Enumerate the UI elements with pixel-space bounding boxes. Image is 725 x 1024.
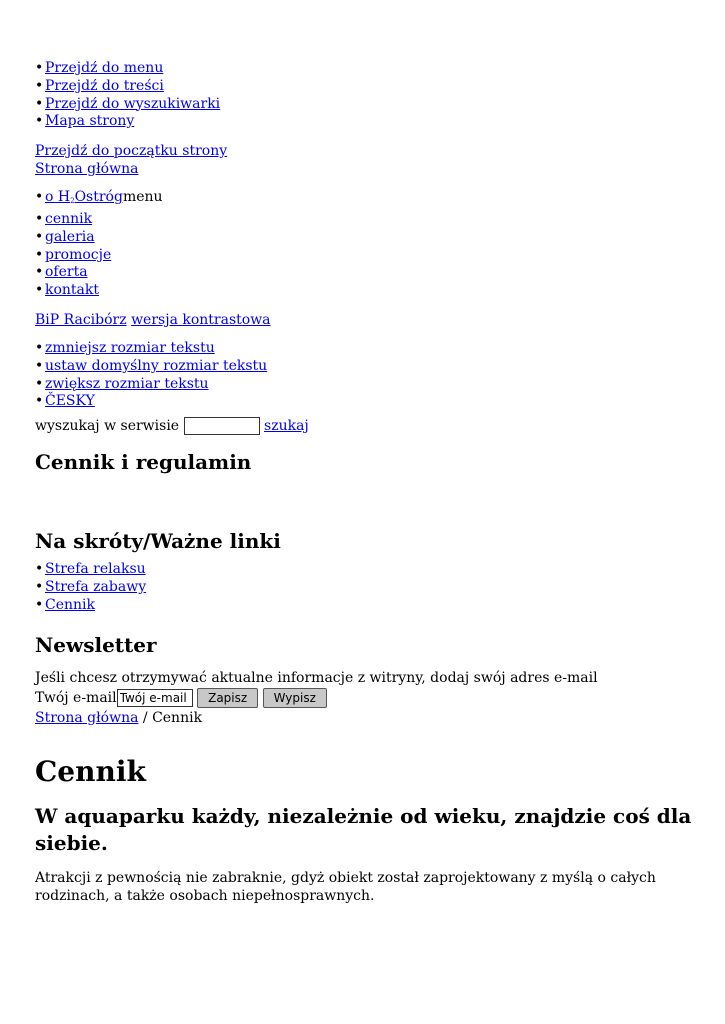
breadcrumb-separator: / — [138, 709, 153, 726]
email-field[interactable] — [117, 689, 193, 707]
about-link-sub: 2 — [70, 197, 75, 206]
newsletter-description: Jeśli chcesz otrzymywać aktualne informacje z witryny, dodaj swój adres e-mail — [35, 669, 598, 686]
decrease-text-link[interactable]: zmniejsz rozmiar tekstu — [45, 339, 215, 356]
menu-item-oferta — [35, 264, 695, 282]
contrast-version-link[interactable]: wersja kontrastowa — [131, 311, 271, 328]
sitemap-link[interactable]: Mapa strony — [45, 113, 135, 130]
skip-link-item — [35, 78, 695, 96]
menu-item-about — [35, 189, 695, 211]
skip-links — [35, 60, 695, 131]
accessibility-item — [35, 376, 695, 394]
menu-item-cennik — [35, 211, 695, 229]
menu-item-galeria — [35, 229, 695, 247]
newsletter-title: Newsletter — [35, 632, 157, 657]
accessibility-item — [35, 358, 695, 376]
back-to-top-link[interactable]: Przejdź do początku strony — [35, 143, 228, 160]
skip-to-content-link[interactable]: Przejdź do treści — [45, 77, 164, 94]
shortcuts-list — [35, 561, 695, 614]
search-form — [35, 415, 695, 437]
menu-link-promocje[interactable]: promocje — [45, 246, 112, 263]
increase-text-link[interactable]: zwiększ rozmiar tekstu — [45, 375, 209, 392]
menu-link-cennik[interactable]: cennik — [45, 210, 93, 227]
section-title-cennik-regulamin: Cennik i regulamin — [35, 450, 252, 475]
menu-label: menu — [122, 189, 163, 206]
accessibility-item — [35, 393, 695, 411]
shortcut-item — [35, 561, 695, 579]
breadcrumb-current: Cennik — [152, 709, 203, 726]
skip-link-item — [35, 113, 695, 131]
skip-link-item — [35, 60, 695, 78]
home-link[interactable]: Strona główna — [35, 161, 139, 178]
search-button[interactable]: szukaj — [264, 418, 309, 435]
skip-to-search-link[interactable]: Przejdź do wyszukiwarki — [45, 95, 221, 112]
newsletter-form — [35, 687, 695, 709]
accessibility-links — [35, 340, 695, 411]
default-text-link[interactable]: ustaw domyślny rozmiar tekstu — [45, 357, 268, 374]
menu-item-kontakt — [35, 282, 695, 300]
shortcut-relax-link[interactable]: Strefa relaksu — [45, 561, 146, 578]
about-link[interactable] — [45, 189, 123, 205]
skip-to-menu-link[interactable]: Przejdź do menu — [45, 60, 164, 76]
shortcut-item — [35, 597, 695, 615]
about-link-suffix: Ostróg — [74, 189, 123, 206]
menu-link-galeria[interactable]: galeria — [45, 228, 95, 245]
breadcrumb-home-link[interactable]: Strona główna — [35, 709, 139, 726]
shortcuts-title: Na skróty/Ważne linki — [35, 529, 281, 554]
subscribe-button[interactable]: Zapisz — [197, 688, 258, 708]
accessibility-item — [35, 340, 695, 358]
menu-link-kontakt[interactable]: kontakt — [45, 282, 100, 299]
search-input[interactable] — [184, 417, 260, 435]
email-label: Twój e-mail — [35, 689, 117, 706]
shortcut-item — [35, 579, 695, 597]
breadcrumb — [35, 709, 695, 727]
menu-item-promocje — [35, 247, 695, 265]
menu-link-oferta[interactable]: oferta — [45, 264, 88, 281]
bip-link[interactable]: BiP Racibórz — [35, 311, 127, 328]
main-menu — [35, 189, 695, 300]
page-subtitle: W aquaparku każdy, niezależnie od wieku, znajdzie coś dla siebie. — [35, 803, 692, 855]
page-content — [35, 60, 695, 905]
shortcut-fun-link[interactable]: Strefa zabawy — [45, 578, 147, 595]
unsubscribe-button[interactable]: Wypisz — [263, 688, 327, 708]
about-link-text: o H — [45, 189, 71, 206]
skip-link-item — [35, 96, 695, 114]
shortcut-pricing-link[interactable]: Cennik — [45, 596, 95, 613]
czech-language-link[interactable]: ČESKY — [45, 393, 95, 410]
body-text: Atrakcji z pewnością nie zabraknie, gdyż obiekt został zaprojektowany z myślą o całych rodzinach, a także osobach niepełnosprawnych. — [35, 869, 656, 904]
search-label: wyszukaj w serwisie — [35, 418, 180, 435]
page-title: Cennik — [35, 754, 146, 788]
